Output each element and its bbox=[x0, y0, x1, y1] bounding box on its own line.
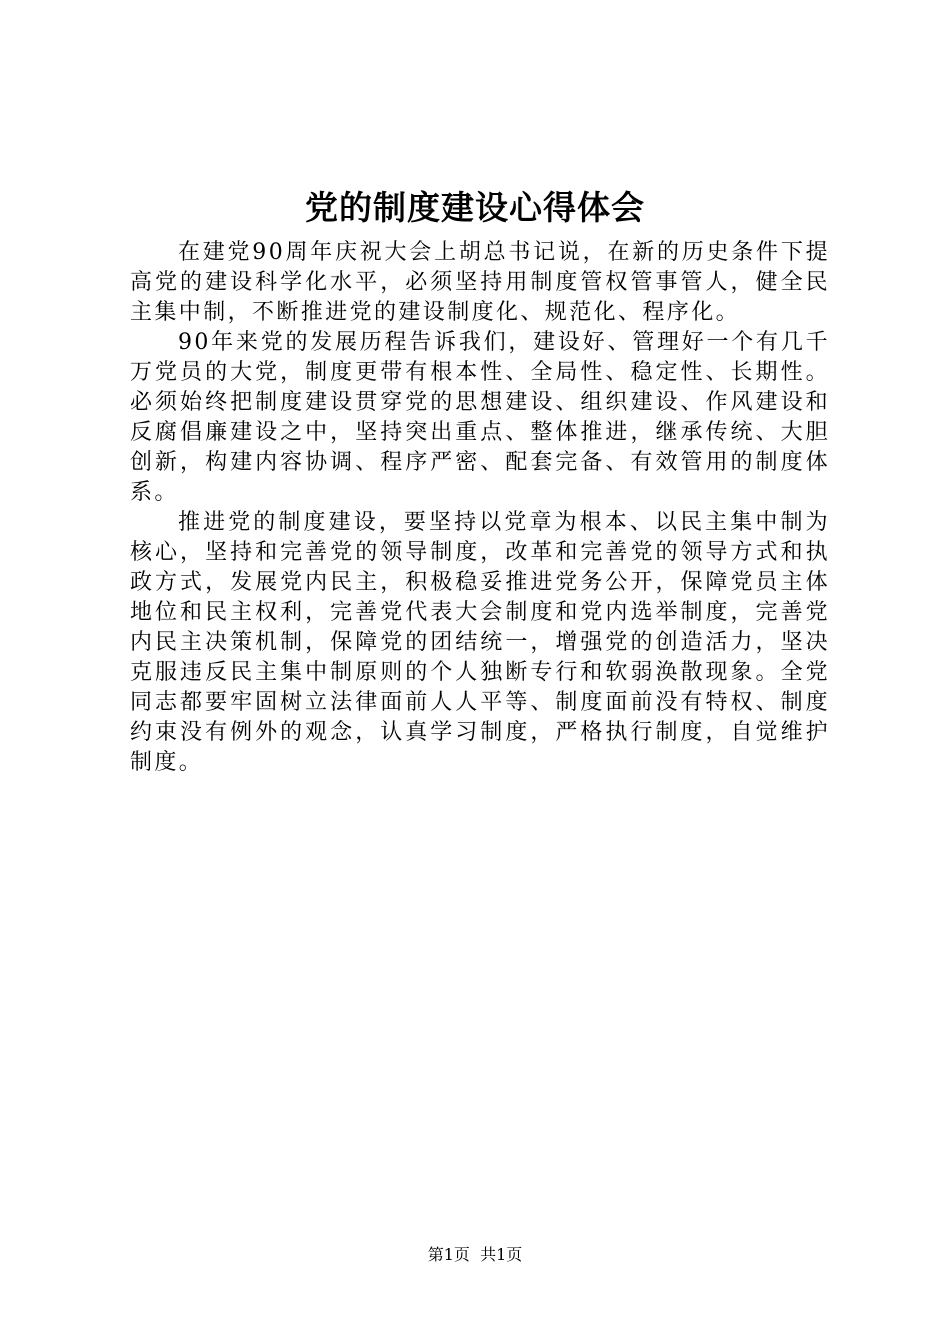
document-title: 党的制度建设心得体会 bbox=[305, 188, 645, 227]
page-footer: 第1页 共1页 bbox=[427, 1245, 523, 1264]
paragraph: 在建党90周年庆祝大会上胡总书记说，在新的历史条件下提高党的建设科学化水平，必须坚持用制度管权管事管人，健全民主集中制，不断推进党的建设制度化、规范化、程序化。 bbox=[130, 240, 830, 325]
paragraph: 90年来党的发展历程告诉我们，建设好、管理好一个有几千万党员的大党，制度更带有根本性、全局性、稳定性、长期性。必须始终把制度建设贯穿党的思想建设、组织建设、作风建设和反腐倡廉建设之中，坚持突出重点、整体推进，继承传统、大胆创新，构建内容协调、程序严密、配套完备、有效管用的制度体系。 bbox=[130, 330, 830, 505]
document-body bbox=[130, 238, 830, 778]
paragraph: 推进党的制度建设，要坚持以党章为根本、以民主集中制为核心，坚持和完善党的领导制度，改革和完善党的领导方式和执政方式，发展党内民主，积极稳妥推进党务公开，保障党员主体地位和民主权利，完善党代表大会制度和党内选举制度，完善党内民主决策机制，保障党的团结统一，增强党的创造活力，坚决克服违反民主集中制原则的个人独断专行和软弱涣散现象。全党同志都要牢固树立法律面前人人平等、制度面前没有特权、制度约束没有例外的观念，认真学习制度，严格执行制度，自觉维护制度。 bbox=[130, 510, 830, 775]
